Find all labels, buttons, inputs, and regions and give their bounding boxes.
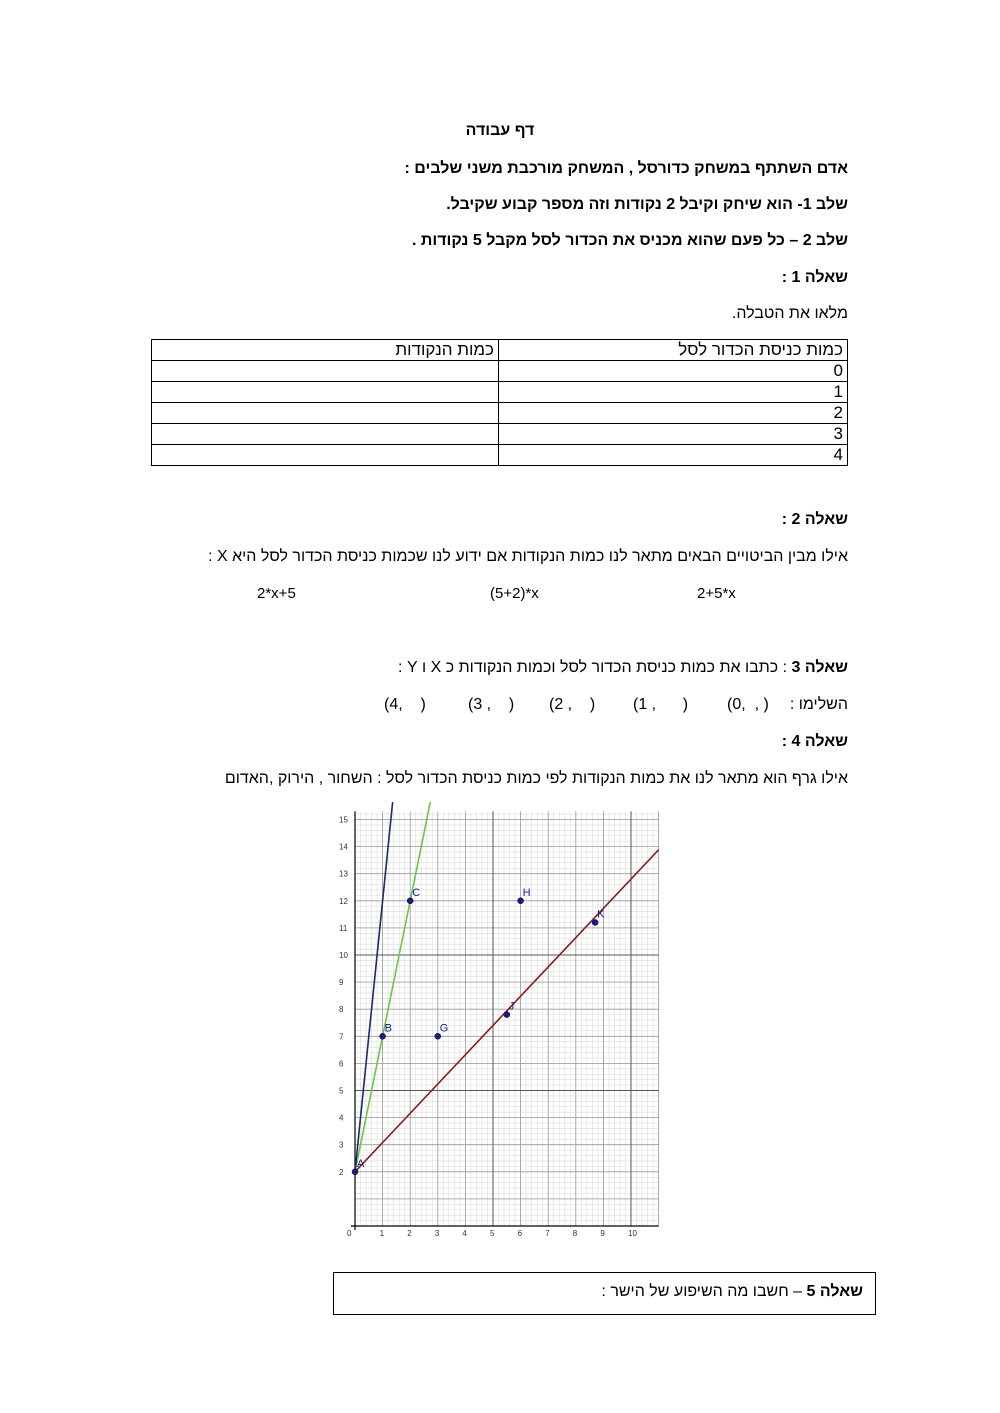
intro-line-2: שלב 1- הוא שיחק וקיבל 2 נקודות וזה מספר קבוע שקיבל. — [446, 196, 848, 213]
x-tick-label: 7 — [545, 1229, 550, 1238]
x-tick-label: 0 — [347, 1229, 352, 1238]
q3-pair[interactable]: (0, , ) — [727, 696, 769, 713]
x-tick-label: 6 — [517, 1229, 523, 1238]
q2-option-3[interactable]: 2*x+5 — [257, 585, 296, 602]
y-tick-label: 15 — [339, 815, 348, 825]
q3-label: שאלה 3 — [791, 659, 848, 676]
q2-option-1[interactable]: 2+5*x — [697, 585, 736, 602]
table-row — [152, 445, 848, 466]
x-tick-label: 2 — [407, 1229, 412, 1238]
table-row — [152, 424, 848, 445]
y-tick-label: 10 — [339, 951, 348, 960]
y-tick-label: 11 — [339, 923, 348, 933]
point-label-H: H — [522, 886, 531, 899]
table-cell-throws: 2 — [499, 403, 848, 424]
table-cell-points-input[interactable] — [152, 403, 499, 424]
q4-question: אילו גרף הוא מתאר לנו את כמות הנקודות לפי כמות כניסת הכדור לסל : השחור , הירוק ,האדום — [224, 770, 848, 787]
table-cell-points-input[interactable] — [152, 445, 499, 466]
q2-question: אילו מבין הביטויים הבאים מתאר לנו כמות הנקודות אם ידוע לנו שכמות כניסת הכדור לסל היא X : — [208, 548, 848, 565]
x-tick-label: 1 — [379, 1229, 385, 1238]
q4-label: שאלה 4 : — [781, 733, 848, 750]
y-tick-label: 5 — [339, 1086, 344, 1096]
y-tick-label: 12 — [339, 896, 348, 906]
q5-line — [601, 1283, 863, 1301]
intro-line-1: אדם השתתף במשחק כדורסל , המשחק מורכבת משני שלבים : — [404, 160, 848, 177]
q3-pair[interactable]: (2 , ) — [549, 696, 596, 713]
x-tick-label: 10 — [628, 1229, 637, 1238]
grid-major — [355, 811, 659, 1226]
q3-pair[interactable]: (1 , ) — [633, 696, 689, 713]
x-tick-label: 9 — [600, 1229, 605, 1238]
y-tick-label: 6 — [339, 1059, 344, 1069]
q1-instruction: מלאו את הטבלה. — [731, 305, 848, 322]
q3-line — [398, 659, 848, 677]
point-label-J: J — [508, 1000, 515, 1013]
table-row — [152, 382, 848, 403]
table-cell-points-input[interactable] — [152, 361, 499, 382]
y-tick-label: 7 — [339, 1032, 344, 1042]
table-cell-points-input[interactable] — [152, 382, 499, 403]
q5-box — [333, 1272, 876, 1315]
axes — [351, 811, 659, 1230]
point-label-B: B — [384, 1022, 392, 1035]
table-row — [152, 403, 848, 424]
y-tick-label: 9 — [339, 978, 344, 988]
q5-label: שאלה 5 — [806, 1283, 863, 1300]
q2-option-2[interactable]: (5+2)*x — [490, 585, 539, 602]
point-label-K: K — [597, 908, 605, 921]
point-label-A: A — [357, 1157, 365, 1170]
table-header-row — [152, 340, 848, 361]
table-header-points: כמות הנקודות — [152, 340, 499, 361]
y-tick-label: 4 — [339, 1113, 344, 1123]
table-cell-throws: 0 — [499, 361, 848, 382]
y-tick-label: 8 — [339, 1005, 344, 1015]
q2-label: שאלה 2 : — [781, 511, 848, 528]
table-cell-points-input[interactable] — [152, 424, 499, 445]
table-header-throws: כמות כניסת הכדור לסל — [499, 340, 848, 361]
y-tick-label: 13 — [339, 869, 348, 879]
q1-label: שאלה 1 : — [781, 269, 848, 286]
points-table — [151, 339, 848, 466]
q3-pair[interactable]: (3 , ) — [468, 696, 515, 713]
series-line-red — [355, 850, 659, 1172]
intro-line-3: שלב 2 – כל פעם שהוא מכניס את הכדור לסל מקבל 5 נקודות . — [412, 232, 848, 249]
table-cell-throws: 3 — [499, 424, 848, 445]
y-tick-label: 3 — [339, 1140, 344, 1150]
lines-graph — [327, 802, 660, 1242]
q5-question: – חשבו מה השיפוע של הישר : — [601, 1283, 803, 1300]
x-tick-label: 4 — [462, 1229, 467, 1238]
table-cell-throws: 1 — [499, 382, 848, 403]
table-cell-throws: 4 — [499, 445, 848, 466]
x-tick-label: 5 — [490, 1229, 495, 1238]
x-tick-label: 8 — [572, 1229, 578, 1238]
q3-pair[interactable]: (4, ) — [384, 696, 426, 713]
x-tick-label: 3 — [434, 1229, 440, 1238]
table-row — [152, 361, 848, 382]
worksheet-title: דף עבודה — [465, 122, 535, 139]
q3-complete-label: השלימו : — [789, 696, 848, 713]
y-tick-label: 14 — [339, 842, 348, 852]
point-label-C: C — [412, 886, 421, 899]
point-label-G: G — [439, 1022, 449, 1035]
y-tick-label: 2 — [339, 1167, 344, 1177]
q3-question: : כתבו את כמות כניסת הכדור לסל וכמות הנקודות כ X ו Y : — [398, 659, 788, 676]
